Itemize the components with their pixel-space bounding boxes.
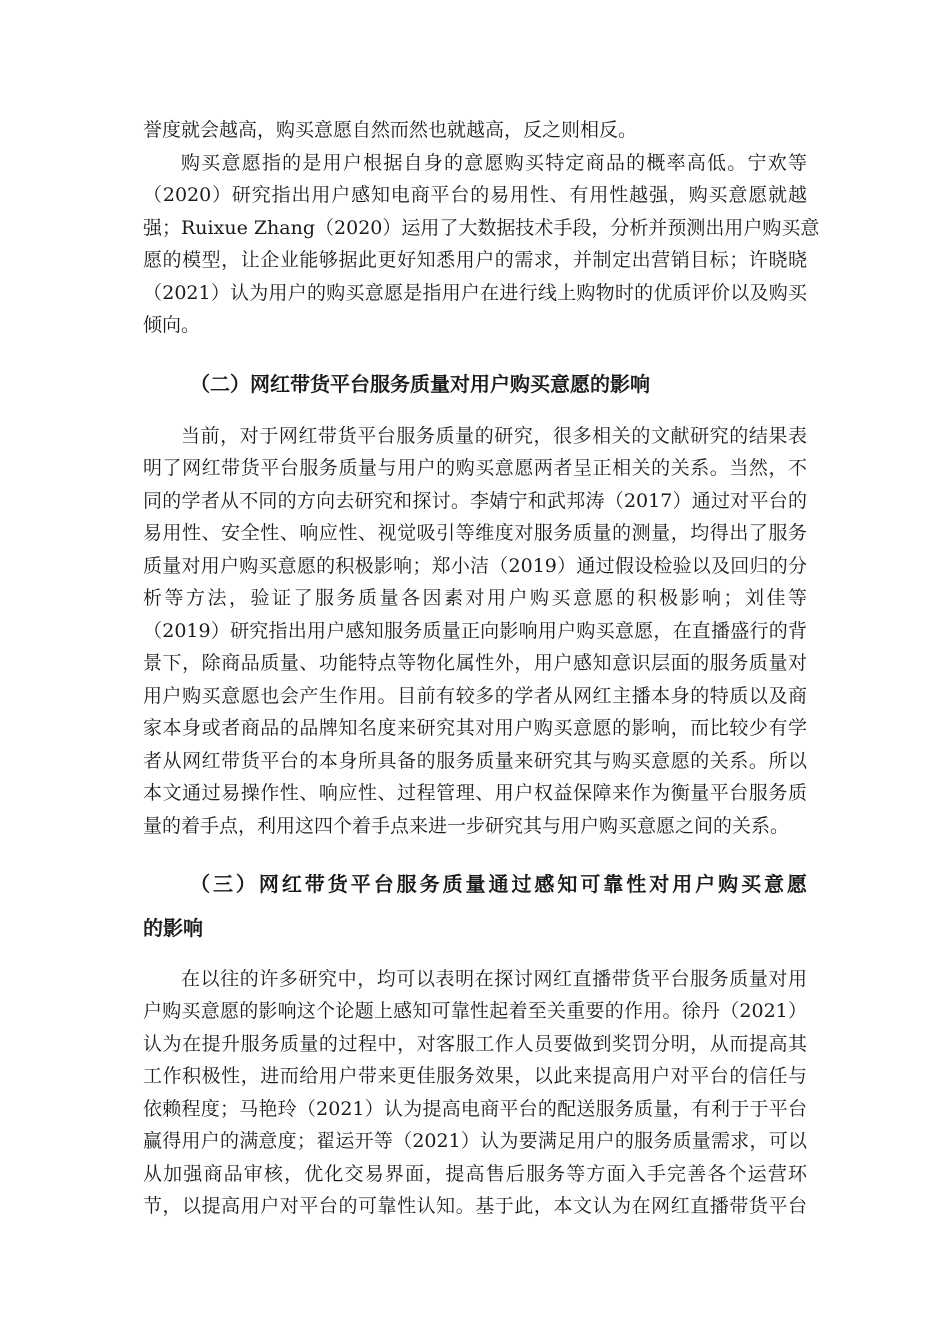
section-2-line: 用户购买意愿也会产生作用。目前有较多的学者从网红主播本身的特质以及商 [143, 685, 807, 707]
paragraph-1-line: 倾向。 [143, 314, 201, 336]
intro-line: 誉度就会越高，购买意愿自然而然也就越高，反之则相反。 [143, 119, 638, 141]
section-2-line: 明了网红带货平台服务质量与用户的购买意愿两者呈正相关的关系。当然，不 [143, 457, 807, 479]
paragraph-1-line: 购买意愿指的是用户根据自身的意愿购买特定商品的概率高低。宁欢等 [181, 152, 807, 174]
section-2-line: 质量对用户购买意愿的积极影响；郑小洁（2019）通过假设检验以及回归的分 [143, 555, 807, 577]
section-3-heading-continued: 的影响 [143, 916, 203, 940]
section-3-line: 工作积极性，进而给用户带来更佳服务效果，以此来提高用户对平台的信任与 [143, 1065, 807, 1087]
section-2-line: 本文通过易操作性、响应性、过程管理、用户权益保障来作为衡量平台服务质 [143, 782, 807, 804]
section-2-line: 家本身或者商品的品牌知名度来研究其对用户购买意愿的影响，而比较少有学 [143, 717, 807, 739]
section-2-line: 景下，除商品质量、功能特点等物化属性外，用户感知意识层面的服务质量对 [143, 652, 807, 674]
paragraph-1-line: 强；Ruixue Zhang（2020）运用了大数据技术手段，分析并预测出用户购买意 [143, 217, 820, 239]
section-3-line: 户购买意愿的影响这个论题上感知可靠性起着至关重要的作用。徐丹（2021） [143, 1000, 807, 1022]
section-3-line: 在以往的许多研究中，均可以表明在探讨网红直播带货平台服务质量对用 [181, 968, 807, 990]
paragraph-1-line: （2020）研究指出用户感知电商平台的易用性、有用性越强，购买意愿就越 [143, 184, 807, 206]
section-2-line: 易用性、安全性、响应性、视觉吸引等维度对服务质量的测量，均得出了服务 [143, 522, 807, 544]
section-2-line: 当前，对于网红带货平台服务质量的研究，很多相关的文献研究的结果表 [181, 425, 807, 447]
section-2-heading: （二）网红带货平台服务质量对用户购买意愿的影响 [190, 372, 650, 396]
section-3-heading: （三）网红带货平台服务质量通过感知可靠性对用户购买意愿 [190, 872, 807, 896]
section-2-line: 量的着手点，利用这四个着手点来进一步研究其与用户购买意愿之间的关系。 [143, 815, 790, 837]
section-3-line: 赢得用户的满意度；翟运开等（2021）认为要满足用户的服务质量需求，可以 [143, 1130, 807, 1152]
section-3-line: 依赖程度；马艳玲（2021）认为提高电商平台的配送服务质量，有利于于平台 [143, 1098, 807, 1120]
section-2-line: 者从网红带货平台的本身所具备的服务质量来研究其与购买意愿的关系。所以 [143, 750, 807, 772]
section-3-line: 认为在提升服务质量的过程中，对客服工作人员要做到奖罚分明，从而提高其 [143, 1033, 807, 1055]
section-3-line: 从加强商品审核，优化交易界面，提高售后服务等方面入手完善各个运营环 [143, 1163, 807, 1185]
section-2-line: （2019）研究指出用户感知服务质量正向影响用户购买意愿，在直播盛行的背 [143, 620, 807, 642]
section-2-line: 同的学者从不同的方向去研究和探讨。李婧宁和武邦涛（2017）通过对平台的 [143, 490, 807, 512]
section-2-line: 析等方法，验证了服务质量各因素对用户购买意愿的积极影响；刘佳等 [143, 587, 807, 609]
section-3-line: 节，以提高用户对平台的可靠性认知。基于此，本文认为在网红直播带货平台 [143, 1195, 807, 1217]
paragraph-1-line: （2021）认为用户的购买意愿是指用户在进行线上购物时的优质评价以及购买 [143, 282, 807, 304]
paragraph-1-line: 愿的模型，让企业能够据此更好知悉用户的需求，并制定出营销目标；许晓晓 [143, 249, 807, 271]
